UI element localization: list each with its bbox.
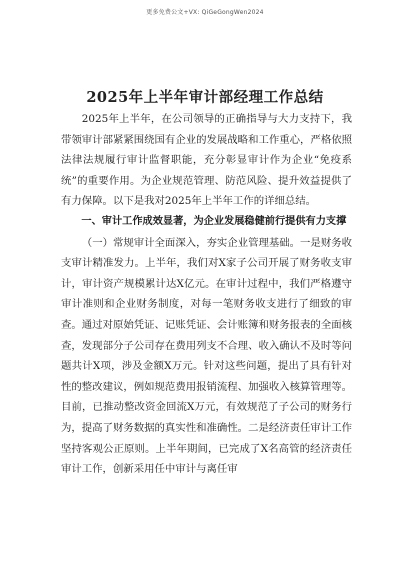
document-body: [61, 109, 352, 480]
document-title: 2025年上半年审计部经理工作总结: [86, 89, 324, 106]
intro-paragraph: 2025年上半年，在公司领导的正确指导与大力支持下，我带领审计部紧紧围绕国有企业的发展战略和工作重心，严格依照法律法规履行审计监督职能，充分彰显审计作为企业“免疫系统”的重要作用。为企业规范管理、防范风险、提升效益提供了有力保障。以下是我对2025年上半年工作的详细总结。: [61, 113, 352, 208]
header-note: 更多免费公文+VX: QiGeGongWen2024: [146, 9, 264, 16]
section-1-paragraph: （一）常规审计全面深入，夯实企业管理基础。一是财务收支审计精准发力。上半年，我们对X家子公司开展了财务收支审计，审计资产规模累计达X亿元。在审计过程中，我们严格遵守审计准则和企业财务制度，对每一笔财务收支进行了细致的审查。通过对原始凭证、记账凭证、会计账簿和财务报表的全面核查，发现部分子公司存在费用列支不合理、收入确认不及时等问题共计X项，涉及金额X万元。针对这些问题，提出了具有针对性的整改建议，例如规范费用报销流程、加强收入核算管理等。目前，已推动整改资金回流X万元，有效规范了子公司的财务行为，提高了财务数据的真实性和准确性。二是经济责任审计工作坚持客观公正原则。上半年期间，已完成了X名高管的经济责任审计工作，创新采用任中审计与离任审: [61, 236, 352, 476]
section-heading-1: 一、审计工作成效显著，为企业发展稳健前行提供有力支撑: [81, 215, 347, 227]
